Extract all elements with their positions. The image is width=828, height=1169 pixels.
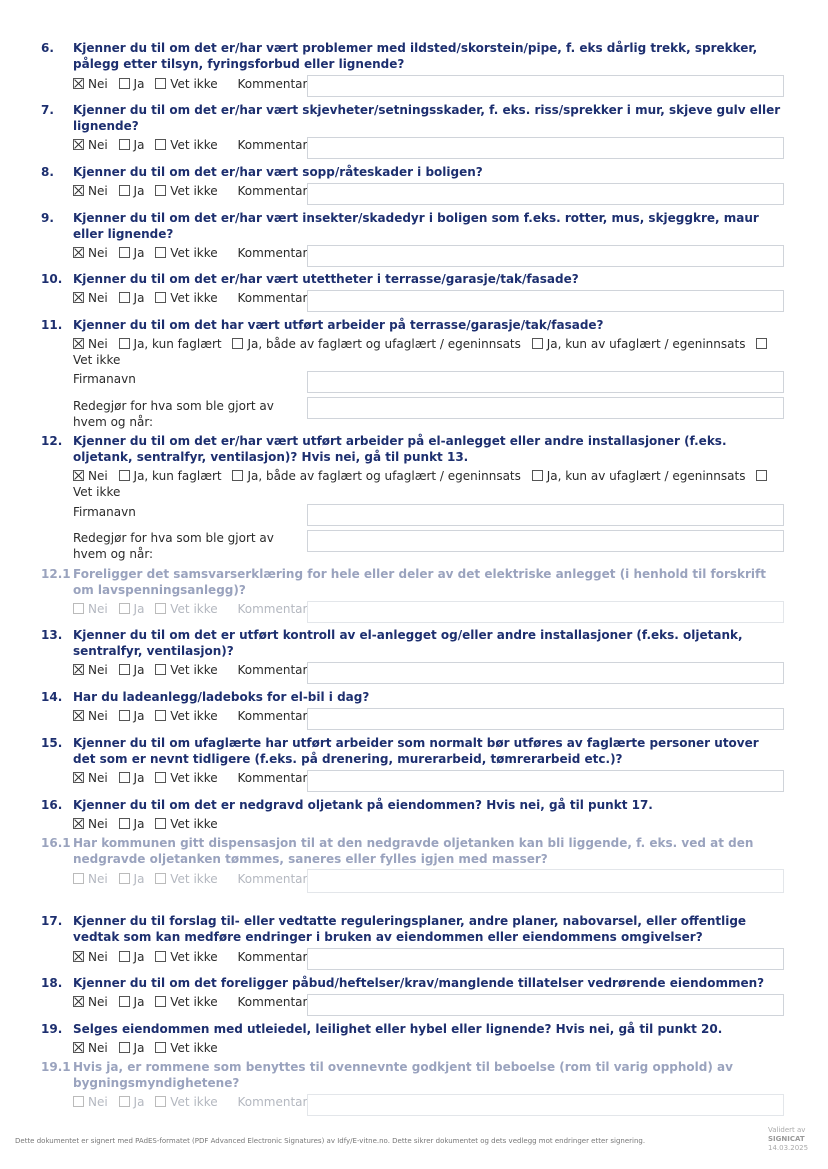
answer-options: Nei Ja Vet ikke Kommentar <box>73 770 307 786</box>
question-number: 12. <box>41 434 63 448</box>
checkbox-ja[interactable] <box>119 664 130 675</box>
checkbox-nei[interactable] <box>73 710 84 721</box>
question-text: Kjenner du til om det er/har vært utført arbeider på el-anlegget eller andre installasjoner (f.eks. oljetank, sentralfyr, ventilasjon)? Hvis nei, gå til punkt 13. <box>73 434 727 464</box>
firmanavn-label: Firmanavn <box>73 505 136 519</box>
checkbox-ja[interactable] <box>119 292 130 303</box>
redegjor-field[interactable] <box>307 397 784 419</box>
answer-options: Nei Ja Vet ikke Kommentar <box>73 137 307 153</box>
question-text: Kjenner du til om det er/har vært problemer med ildsted/skorstein/pipe, f. eks dårlig trekk, sprekker, pålegg etter tilsyn, fyringsforbud eller lignende? <box>73 41 758 71</box>
checkbox-ja-kun-ufaglaert[interactable] <box>532 470 543 481</box>
answer-options: Nei Ja Vet ikke Kommentar <box>73 994 307 1010</box>
comment-field[interactable] <box>307 948 784 970</box>
question-number: 9. <box>41 211 54 225</box>
question-number: 11. <box>41 318 63 332</box>
question-text: Kjenner du til forslag til- eller vedtatte reguleringsplaner, andre planer, nabovarsel, eller offentlige vedtak som kan medføre endringer i bruken av eiendommen eller eiendommens omgivelser? <box>73 914 747 944</box>
question-text: Hvis ja, er rommene som benyttes til ovennevnte godkjent til beboelse (rom til varig opphold) av bygningsmyndighetene? <box>73 1060 733 1090</box>
checkbox-ja[interactable] <box>119 873 130 884</box>
stamp-date: 14.03.2025 <box>768 1144 809 1152</box>
question-text: Har kommunen gitt dispensasjon til at den nedgravde oljetanken kan bli liggende, f. eks. ved at den nedgravde oljetanken tømmes, saneres eller fylles igjen med masser? <box>73 836 754 866</box>
checkbox-ja[interactable] <box>119 996 130 1007</box>
redegjor-label: Redegjør for hva som ble gjort av hvem og når: <box>73 399 274 429</box>
question-number: 10. <box>41 272 63 286</box>
checkbox-ja[interactable] <box>119 78 130 89</box>
checkbox-nei[interactable] <box>73 185 84 196</box>
question-number: 17. <box>41 914 63 928</box>
checkbox-vet-ikke[interactable] <box>155 664 166 675</box>
comment-field[interactable] <box>307 290 784 312</box>
question-text: Kjenner du til om det har vært utført arbeider på terrasse/garasje/tak/fasade? <box>73 318 604 332</box>
checkbox-nei[interactable] <box>73 247 84 258</box>
checkbox-ja-kun-ufaglaert[interactable] <box>532 338 543 349</box>
question-text: Kjenner du til om det er utført kontroll av el-anlegget og/eller andre installasjoner (f.eks. oljetank, sentralfyr, ventilasjon)? <box>73 628 743 658</box>
checkbox-ja[interactable] <box>119 185 130 196</box>
question-text: Kjenner du til om det er nedgravd oljetank på eiendommen? Hvis nei, gå til punkt 17. <box>73 798 653 812</box>
comment-field[interactable] <box>307 75 784 97</box>
checkbox-nei[interactable] <box>73 139 84 150</box>
checkbox-nei[interactable] <box>73 996 84 1007</box>
question-number: 14. <box>41 690 63 704</box>
checkbox-ja[interactable] <box>119 139 130 150</box>
checkbox-vet-ikke[interactable] <box>155 1042 166 1053</box>
checkbox-ja[interactable] <box>119 818 130 829</box>
checkbox-nei[interactable] <box>73 1096 84 1107</box>
question-number: 13. <box>41 628 63 642</box>
question-number: 15. <box>41 736 63 750</box>
checkbox-vet-ikke[interactable] <box>155 996 166 1007</box>
question-number: 19. <box>41 1022 63 1036</box>
checkbox-vet-ikke[interactable] <box>155 873 166 884</box>
answer-options: Nei Ja Vet ikke <box>73 1040 225 1056</box>
firmanavn-label: Firmanavn <box>73 372 136 386</box>
checkbox-nei[interactable] <box>73 664 84 675</box>
comment-field[interactable] <box>307 137 784 159</box>
question-number: 12.1 <box>41 567 71 581</box>
question-text: Kjenner du til om det er/har vært skjevheter/setningsskader, f. eks. riss/sprekker i mur, skjeve gulv eller lignende? <box>73 103 781 133</box>
checkbox-vet-ikke[interactable] <box>155 139 166 150</box>
redegjor-field[interactable] <box>307 530 784 552</box>
question-number: 18. <box>41 976 63 990</box>
question-number: 8. <box>41 165 54 179</box>
checkbox-ja[interactable] <box>119 710 130 721</box>
question-text: Kjenner du til om det er/har vært insekter/skadedyr i boligen som f.eks. rotter, mus, skjeggkre, maur eller lignende? <box>73 211 759 241</box>
comment-field[interactable] <box>307 1094 784 1116</box>
checkbox-vet-ikke[interactable] <box>155 951 166 962</box>
checkbox-nei[interactable] <box>73 873 84 884</box>
comment-field[interactable] <box>307 708 784 730</box>
question-text: Kjenner du til om det foreligger påbud/heftelser/krav/manglende tillatelser vedrørende eiendommen? <box>73 976 765 990</box>
checkbox-ja[interactable] <box>119 1042 130 1053</box>
checkbox-vet-ikke[interactable] <box>155 292 166 303</box>
answer-options: Nei Ja Vet ikke Kommentar <box>73 871 307 887</box>
checkbox-ja-begge[interactable] <box>232 470 243 481</box>
checkbox-nei[interactable] <box>73 78 84 89</box>
checkbox-ja[interactable] <box>119 1096 130 1107</box>
question-number: 7. <box>41 103 54 117</box>
checkbox-ja-kun-faglaert[interactable] <box>119 338 130 349</box>
checkbox-ja-begge[interactable] <box>232 338 243 349</box>
comment-field[interactable] <box>307 662 784 684</box>
checkbox-vet-ikke[interactable] <box>155 247 166 258</box>
question-text: Kjenner du til om det er/har vært utettheter i terrasse/garasje/tak/fasade? <box>73 272 579 286</box>
checkbox-vet-ikke[interactable] <box>155 78 166 89</box>
answer-options: Nei Ja Vet ikke Kommentar <box>73 76 307 92</box>
checkbox-nei[interactable] <box>73 951 84 962</box>
comment-field[interactable] <box>307 183 784 205</box>
checkbox-vet-ikke[interactable] <box>155 1096 166 1107</box>
question-text: Kjenner du til om ufaglærte har utført arbeider som normalt bør utføres av faglærte personer utover det som er nevnt tidligere (f.eks. på drenering, murerarbeid, tømrerarbeid etc.)? <box>73 736 759 766</box>
checkbox-ja[interactable] <box>119 772 130 783</box>
checkbox-nei[interactable] <box>73 338 84 349</box>
checkbox-ja[interactable] <box>119 247 130 258</box>
question-text: Har du ladeanlegg/ladeboks for el-bil i dag? <box>73 690 370 704</box>
comment-field[interactable] <box>307 601 784 623</box>
redegjor-label: Redegjør for hva som ble gjort av hvem og når: <box>73 531 274 561</box>
checkbox-ja-kun-faglaert[interactable] <box>119 470 130 481</box>
comment-field[interactable] <box>307 770 784 792</box>
answer-options: Nei Ja Vet ikke Kommentar <box>73 290 307 306</box>
question-text: Selges eiendommen med utleiedel, leilighet eller hybel eller lignende? Hvis nei, gå til punkt 20. <box>73 1022 723 1036</box>
question-text: Kjenner du til om det er/har vært sopp/råteskader i boligen? <box>73 165 483 179</box>
checkbox-vet-ikke[interactable] <box>155 185 166 196</box>
checkbox-vet-ikke[interactable] <box>756 470 767 481</box>
comment-field[interactable] <box>307 245 784 267</box>
checkbox-ja[interactable] <box>119 951 130 962</box>
checkbox-vet-ikke[interactable] <box>155 603 166 614</box>
checkbox-nei[interactable] <box>73 603 84 614</box>
answer-options: Nei Ja, kun faglært Ja, både av faglært og ufaglært / egeninnsats Ja, kun av ufaglært / egeninnsats Vet ikke <box>73 468 785 500</box>
firmanavn-field[interactable] <box>307 371 784 393</box>
question-number: 19.1 <box>41 1060 71 1074</box>
signicat-stamp <box>768 1126 808 1153</box>
answer-options: Nei Ja Vet ikke Kommentar <box>73 662 307 678</box>
stamp-brand: SIGNICAT <box>768 1135 805 1143</box>
checkbox-vet-ikke[interactable] <box>756 338 767 349</box>
answer-options: Nei Ja Vet ikke <box>73 816 225 832</box>
checkbox-nei[interactable] <box>73 292 84 303</box>
answer-options: Nei Ja Vet ikke Kommentar <box>73 1094 307 1110</box>
question-text: Foreligger det samsvarserklæring for hele eller deler av det elektriske anlegget (i henhold til forskrift om lavspenningsanlegg)? <box>73 567 766 597</box>
answer-options: Nei Ja Vet ikke Kommentar <box>73 183 307 199</box>
comment-field[interactable] <box>307 869 784 893</box>
answer-options: Nei Ja Vet ikke Kommentar <box>73 949 307 965</box>
comment-field[interactable] <box>307 994 784 1016</box>
answer-options: Nei Ja Vet ikke Kommentar <box>73 245 307 261</box>
checkbox-vet-ikke[interactable] <box>155 818 166 829</box>
checkbox-nei[interactable] <box>73 772 84 783</box>
answer-options: Nei Ja Vet ikke Kommentar <box>73 601 307 617</box>
answer-options: Nei Ja, kun faglært Ja, både av faglært og ufaglært / egeninnsats Ja, kun av ufaglært / egeninnsats Vet ikke <box>73 336 785 368</box>
checkbox-vet-ikke[interactable] <box>155 772 166 783</box>
signature-footer: Dette dokumentet er signert med PAdES-formatet (PDF Advanced Electronic Signatures) av Idfy/E-vitne.no. Dette sikrer dokumentet og dets vedlegg mot endringer etter signering. <box>15 1137 646 1145</box>
checkbox-ja[interactable] <box>119 603 130 614</box>
stamp-label: Validert av <box>768 1126 806 1134</box>
checkbox-vet-ikke[interactable] <box>155 710 166 721</box>
answer-options: Nei Ja Vet ikke Kommentar <box>73 708 307 724</box>
checkbox-nei[interactable] <box>73 470 84 481</box>
firmanavn-field[interactable] <box>307 504 784 526</box>
checkbox-nei[interactable] <box>73 818 84 829</box>
checkbox-nei[interactable] <box>73 1042 84 1053</box>
question-number: 16.1 <box>41 836 71 850</box>
question-number: 6. <box>41 41 54 55</box>
question-number: 16. <box>41 798 63 812</box>
